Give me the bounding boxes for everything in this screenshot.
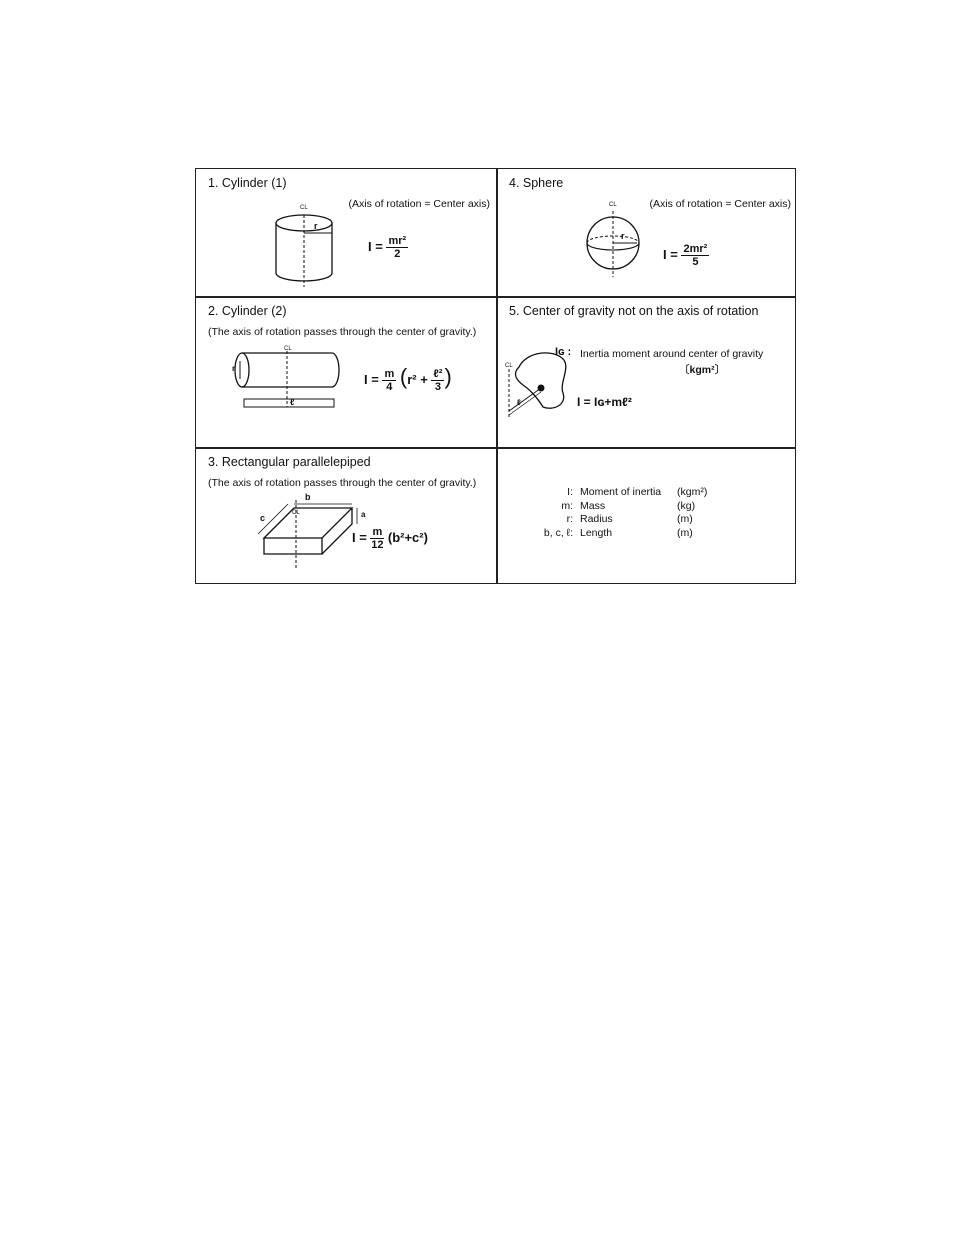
formula-numerator: m [372, 526, 383, 538]
formula-lhs: I = [364, 372, 379, 387]
cell-center-of-gravity [497, 297, 797, 447]
formula-numerator-2: ℓ² [433, 368, 443, 381]
rectangular-parallelepiped-formula [352, 526, 428, 551]
legend-unit: (kg) [677, 499, 696, 512]
center-of-gravity-formula: I = Iɢ+mℓ² [577, 395, 632, 409]
cylinder-1-diagram [196, 169, 496, 296]
paren-open: ( [399, 364, 408, 389]
formula-rest: (b²+c²) [387, 529, 428, 545]
formula-lhs: I = [368, 238, 383, 254]
legend [513, 486, 783, 546]
legend-key: m: [561, 499, 573, 512]
legend-description: Radius [580, 513, 613, 525]
inertia-formula-table [195, 168, 796, 584]
legend-row [513, 500, 783, 514]
sphere-diagram [497, 169, 797, 296]
legend-description: Moment of inertia [580, 486, 662, 498]
formula-denominator: 2 [394, 248, 401, 260]
legend-row [513, 486, 783, 500]
dimension-c-label: c [260, 513, 266, 523]
ig-unit: 〔kgm²〕 [679, 364, 726, 376]
cell-title: 2. Cylinder (2) [208, 304, 287, 318]
legend-unit: (m) [677, 526, 693, 539]
axis-label: CL [505, 363, 513, 369]
legend-key: I: [567, 486, 573, 498]
legend-unit: (kgm²) [677, 486, 708, 498]
cell-cylinder-2 [196, 297, 496, 447]
sphere-formula [663, 243, 709, 268]
legend-unit: (m) [677, 513, 693, 525]
cell-legend [497, 448, 797, 584]
legend-description: Mass [580, 499, 606, 512]
legend-key: r: [566, 513, 573, 525]
axis-label: CL [292, 510, 300, 516]
formula-numerator: m [384, 368, 395, 381]
legend-row [513, 527, 783, 541]
cell-title: 4. Sphere [509, 176, 564, 190]
cell-note: (Axis of rotation = Center axis) [348, 198, 490, 210]
legend-description: Length [580, 526, 613, 539]
cell-sphere [497, 169, 797, 296]
radius-label: r [314, 221, 318, 231]
formula-denominator: 4 [386, 381, 393, 394]
dimension-a-label: a [361, 510, 366, 519]
cell-note: (The axis of rotation passes through the center of gravity.) [208, 477, 477, 489]
paren-close: ) [444, 364, 452, 389]
formula-numerator: mr² [388, 235, 407, 247]
legend-row [513, 513, 783, 527]
formula-denominator: 5 [692, 256, 699, 268]
axis-label: CL [300, 205, 308, 211]
axis-label: CL [609, 202, 617, 208]
cylinder-2-formula [364, 364, 452, 393]
formula-lhs: I = [352, 529, 367, 545]
formula-lhs: I = [663, 246, 678, 262]
axis-label: CL [284, 346, 292, 352]
formula-numerator: 2mr² [683, 243, 708, 255]
rectangular-parallelepiped-diagram [196, 448, 496, 584]
cell-rectangular-parallelepiped [196, 448, 496, 584]
ig-description: Inertia moment around center of gravity [580, 348, 764, 360]
radius-label: r [621, 231, 625, 241]
formula-denominator: 12 [371, 539, 384, 551]
formula-denominator-2: 3 [434, 381, 441, 394]
legend-key: b, c, ℓ: [543, 526, 573, 539]
length-label: ℓ [290, 397, 295, 407]
cell-cylinder-1 [196, 169, 496, 296]
radius-label: r [232, 364, 236, 373]
center-of-gravity-diagram [497, 297, 797, 447]
cell-title: 5. Center of gravity not on the axis of rotation [509, 304, 759, 318]
length-label: ℓ [517, 398, 521, 407]
ig-symbol: Iɢ : [555, 346, 572, 358]
cell-title: 3. Rectangular parallelepiped [208, 455, 371, 469]
cell-note: (The axis of rotation passes through the center of gravity.) [208, 326, 477, 338]
dimension-b-label: b [305, 492, 311, 502]
cell-title: 1. Cylinder (1) [208, 176, 287, 190]
cylinder-1-formula [368, 235, 408, 260]
formula-term: r² + [407, 372, 428, 387]
cell-note: (Axis of rotation = Center axis) [649, 198, 791, 210]
